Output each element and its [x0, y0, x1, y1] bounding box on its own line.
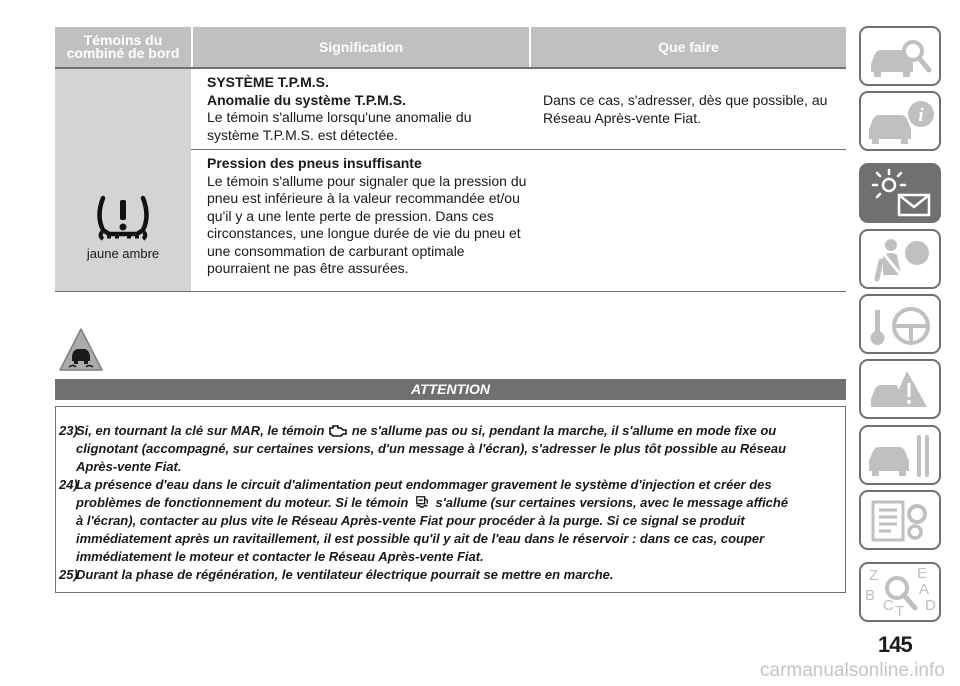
note-line: La présence d'eau dans le circuit d'alimentation peut endommager gravement le système d'injection et créer des	[76, 477, 772, 492]
tab-safety[interactable]	[859, 229, 941, 289]
row-text: circonstances, une longue durée de vie du pneu et	[207, 225, 521, 241]
car-search-icon	[861, 28, 939, 84]
note-text	[76, 566, 831, 584]
attention-title: ATTENTION	[55, 379, 846, 400]
alphabetical-index-icon	[861, 564, 939, 620]
row-subtitle: Anomalie du système T.P.M.S.	[207, 91, 406, 108]
action-cell	[527, 150, 846, 291]
icon-column	[55, 69, 191, 292]
note-text	[76, 422, 831, 476]
table-rows	[191, 69, 846, 292]
seatbelt-airbag-icon	[861, 231, 939, 287]
signification-cell	[191, 69, 527, 149]
action-text: Dans ce cas, s'adresser, dès que possible, au	[543, 92, 828, 108]
note-number: 25)	[59, 567, 78, 582]
row-text: pneu est inférieure à la valeur recommandée et/ou	[207, 190, 520, 206]
warning-light-table	[55, 27, 846, 292]
note-text	[76, 476, 831, 566]
row-text: Le témoin s'allume lorsqu'une anomalie du	[207, 109, 472, 125]
note-line: immédiatement le moteur et contacter le Réseau Après-vente Fiat.	[76, 549, 484, 564]
header-temoins: Témoins du combiné de bord	[66, 32, 180, 61]
index-letter: A	[919, 581, 930, 598]
header-que-faire: Que faire	[658, 38, 719, 55]
row-text: qu'il y a une lente perte de pression. Dans ces	[207, 207, 494, 224]
car-accident-icon	[861, 361, 939, 417]
note-number: 23)	[59, 423, 78, 438]
technical-data-icon	[861, 492, 939, 548]
tab-emergency[interactable]	[859, 359, 941, 419]
page-number: 145	[878, 632, 912, 657]
tpms-warning-icon	[93, 186, 153, 246]
note-line: à l'écran), contacter au plus vite le Réseau Après-vente Fiat pour procéder à la purge. Si ce signal se produit	[76, 513, 745, 528]
row-subtitle: Pression des pneus insuffisante	[207, 155, 422, 171]
note-line	[76, 422, 831, 440]
tab-warning-lights[interactable]	[859, 163, 941, 223]
signification-cell	[191, 150, 527, 291]
svg-text:i: i	[918, 105, 924, 126]
note-line: Durant la phase de régénération, le ventilateur électrique pourrait se mettre en marche.	[76, 567, 614, 582]
note-line-part: ne s'allume pas ou si, pendant la marche, il s'allume en mode fixe ou	[348, 423, 777, 438]
key-steering-wheel-icon	[861, 296, 939, 352]
row-title: SYSTÈME T.P.M.S.	[207, 74, 329, 90]
note-number: 24)	[59, 477, 78, 492]
index-letter: B	[865, 587, 876, 604]
engine-fault-icon	[328, 423, 348, 437]
note-line: Après-vente Fiat.	[76, 459, 182, 474]
tab-technical-data[interactable]	[859, 490, 941, 550]
table-body	[55, 69, 846, 292]
index-letter: T	[895, 603, 905, 620]
row-text: une consommation de carburant optimale	[207, 242, 465, 259]
tab-car-info[interactable]	[859, 91, 941, 151]
watermark: carmanualsonline.info	[760, 660, 945, 681]
row-text: système T.P.M.S. est détectée.	[207, 126, 398, 143]
note-line: clignotant (accompagné, sur certaines versions, d'un message à l'écran), s'adresser le plus tôt possible au Réseau	[76, 441, 787, 456]
note-line-part: s'allume (sur certaines versions, avec le message affiché	[431, 495, 789, 510]
icon-color-label: jaune ambre	[86, 246, 160, 261]
water-in-fuel-icon	[412, 495, 432, 509]
tab-index[interactable]	[859, 562, 941, 622]
table-row	[191, 150, 846, 292]
table-row	[191, 69, 846, 150]
action-cell	[527, 69, 846, 149]
row-text: Le témoin s'allume pour signaler que la pression du	[207, 172, 527, 189]
row-text: pourraient ne pas être assurées.	[207, 260, 409, 276]
note-line	[76, 494, 831, 512]
index-letter: C	[883, 597, 894, 614]
slippery-road-warning-icon	[57, 326, 105, 374]
header-signification: Signification	[191, 27, 531, 67]
note-line-part: Si, en tournant la clé sur MAR, le témoin	[76, 423, 329, 438]
car-info-icon	[861, 93, 939, 149]
note-line-part: problèmes de fonctionnement du moteur. Si le témoin	[76, 495, 412, 510]
warning-light-message-icon	[861, 165, 939, 221]
note-line: immédiatement après un ravitaillement, il est possible qu'il y ait de l'eau dans le réservoir : dans ce cas, couper	[76, 531, 765, 546]
index-letter: E	[917, 565, 928, 582]
index-letter: Z	[869, 567, 879, 584]
attention-box	[55, 406, 846, 593]
tab-maintenance[interactable]	[859, 425, 941, 485]
tab-starting-driving[interactable]	[859, 294, 941, 354]
car-maintenance-icon	[861, 427, 939, 483]
action-text: Réseau Après-vente Fiat.	[543, 109, 701, 126]
table-header	[55, 27, 846, 69]
index-letter: D	[925, 597, 936, 614]
tab-car-search[interactable]	[859, 26, 941, 86]
